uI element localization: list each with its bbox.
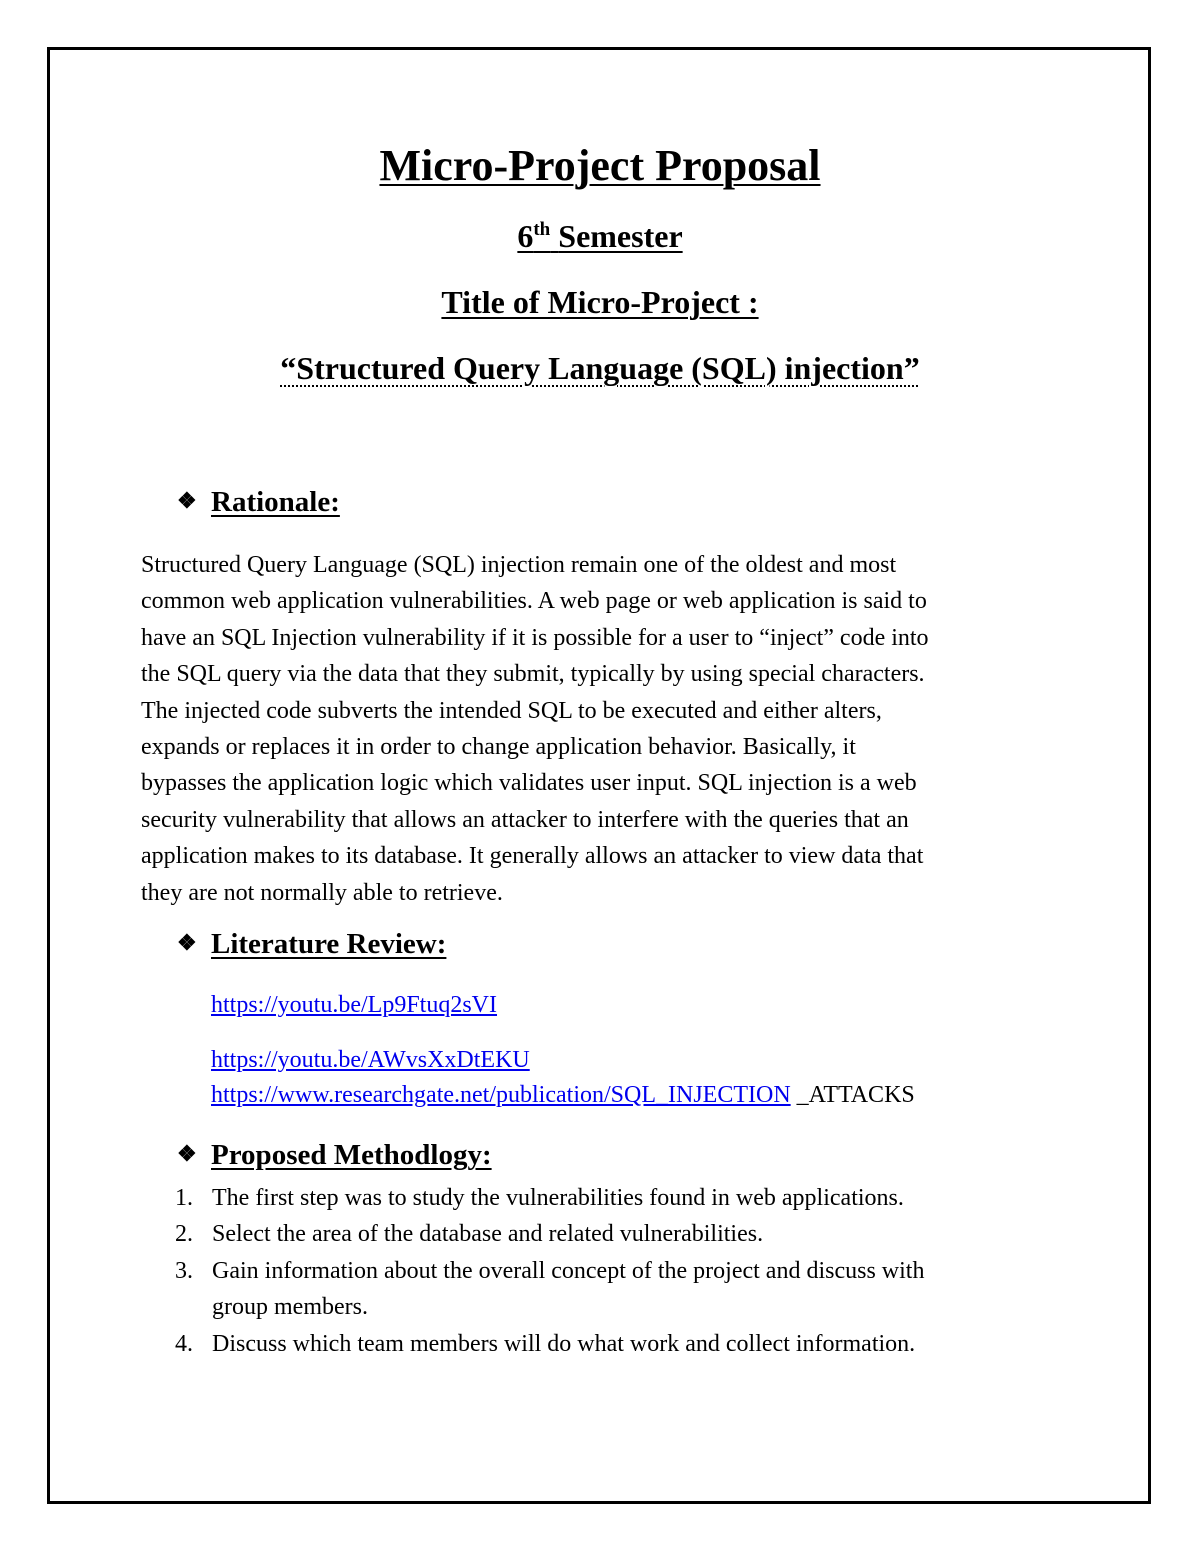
- researchgate-link-suffix: _ATTACKS: [790, 1082, 915, 1108]
- researchgate-link[interactable]: https://www.researchgate.net/publication/SQL_INJECTION: [211, 1082, 791, 1108]
- list-item-number: 3.: [175, 1257, 193, 1284]
- diamond-bullet-icon: ❖: [177, 1141, 197, 1166]
- literature-link-row-2: [211, 1047, 530, 1074]
- rationale-line: common web application vulnerabilities. A web page or web application is said to: [141, 588, 927, 615]
- list-item-text: Discuss which team members will do what work and collect information.: [212, 1330, 916, 1357]
- rationale-line: expands or replaces it in order to change application behavior. Basically, it: [141, 734, 856, 761]
- literature-link-row-1: [211, 992, 497, 1019]
- semester-line: [0, 218, 1200, 255]
- rationale-line: they are not normally able to retrieve.: [141, 879, 503, 906]
- literature-link-row-3: [211, 1082, 915, 1109]
- list-item-text: Gain information about the overall concept of the project and discuss with: [212, 1257, 925, 1284]
- youtube-link-2[interactable]: https://youtu.be/AWvsXxDtEKU: [211, 1047, 530, 1073]
- list-item: [175, 1216, 1075, 1252]
- rationale-line: security vulnerability that allows an attacker to interfere with the queries that an: [141, 806, 909, 833]
- semester-word: Semester: [558, 218, 683, 254]
- literature-heading: [177, 928, 446, 961]
- diamond-bullet-icon: ❖: [177, 930, 197, 955]
- rationale-line: have an SQL Injection vulnerability if it is possible for a user to “inject” code into: [141, 624, 929, 651]
- list-item-number: 4.: [175, 1330, 193, 1357]
- rationale-heading-label: Rationale:: [211, 486, 340, 518]
- semester-suffix: th: [533, 219, 551, 240]
- semester-number: 6: [517, 218, 534, 254]
- list-item-text-continued: group members.: [212, 1294, 368, 1321]
- list-item-text: Select the area of the database and related vulnerabilities.: [212, 1221, 764, 1248]
- rationale-line: the SQL query via the data that they submit, typically by using special characters.: [141, 661, 925, 688]
- methodology-heading-label: Proposed Methodlogy:: [211, 1139, 492, 1171]
- methodology-heading: [177, 1139, 492, 1172]
- diamond-bullet-icon: ❖: [177, 488, 197, 513]
- project-name: “Structured Query Language (SQL) injection”: [280, 350, 920, 386]
- list-item-text: The first step was to study the vulnerabilities found in web applications.: [212, 1185, 904, 1211]
- rationale-heading: [177, 486, 340, 519]
- document-title: Micro-Project Proposal: [379, 141, 821, 190]
- rationale-line: The injected code subverts the intended SQL to be executed and either alters,: [141, 697, 882, 724]
- list-item: [175, 1180, 1075, 1216]
- list-item: [175, 1253, 1075, 1326]
- literature-heading-label: Literature Review:: [211, 928, 447, 960]
- rationale-paragraph: [141, 547, 1071, 911]
- rationale-line: application makes to its database. It generally allows an attacker to view data that: [141, 843, 924, 870]
- list-item-number: 1.: [175, 1185, 193, 1211]
- project-title-label: Title of Micro-Project :: [441, 284, 759, 320]
- list-item-number: 2.: [175, 1221, 193, 1248]
- methodology-list: [175, 1180, 1075, 1362]
- list-item: [175, 1326, 1075, 1362]
- youtube-link-1[interactable]: https://youtu.be/Lp9Ftuq2sVI: [211, 992, 498, 1018]
- rationale-line: bypasses the application logic which validates user input. SQL injection is a web: [141, 770, 917, 797]
- rationale-line: Structured Query Language (SQL) injection remain one of the oldest and most: [141, 552, 897, 578]
